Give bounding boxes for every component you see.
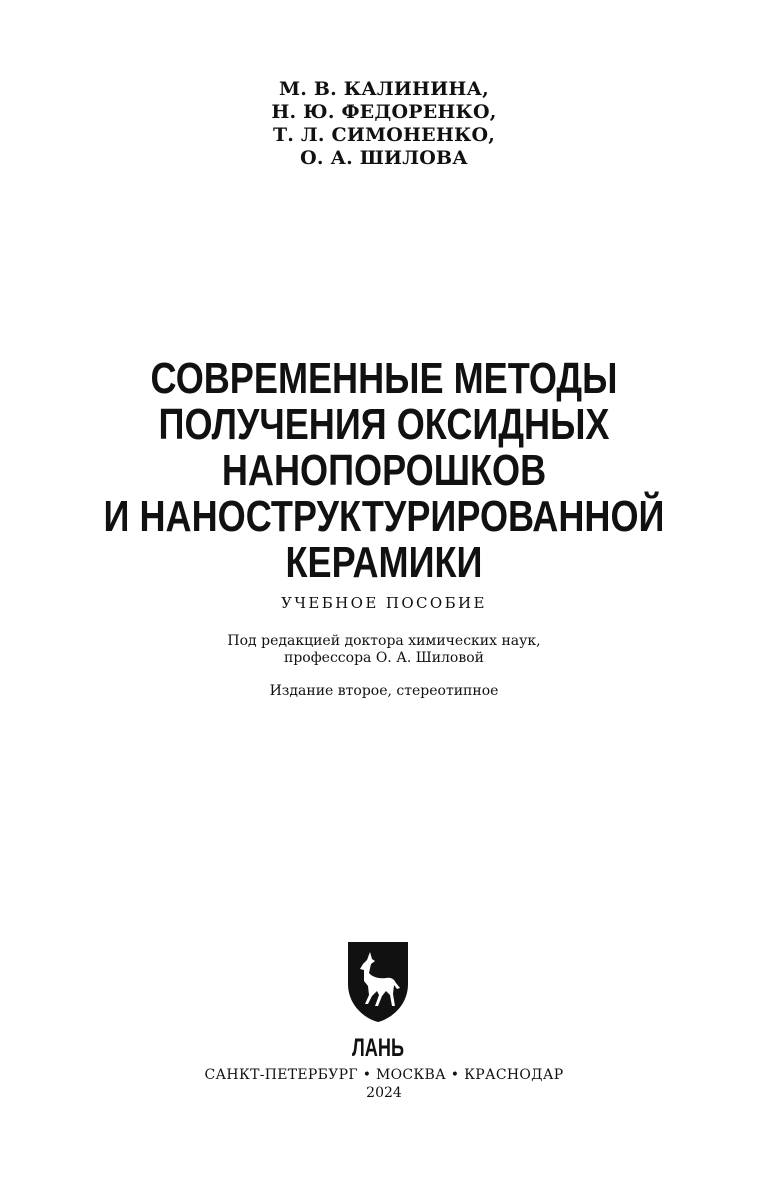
- author-name: О. А. ШИЛОВА: [300, 147, 468, 169]
- book-title-line: КЕРАМИКИ: [285, 538, 483, 587]
- lan-logotype: [352, 1034, 404, 1062]
- author-name: Н. Ю. ФЕДОРЕНКО,: [271, 101, 497, 123]
- book-title-line: НАНОПОРОШКОВ: [221, 446, 547, 495]
- book-title-line: И НАНОСТРУКТУРИРОВАННОЙ: [103, 492, 665, 541]
- edition-note: Издание второе, стереотипное: [269, 683, 499, 699]
- author-name: Т. Л. СИМОНЕНКО,: [272, 124, 496, 146]
- editor-note-line: Под редакцией доктора химических наук,: [227, 633, 541, 649]
- doe-emblem-icon: [348, 942, 408, 1022]
- publication-year: 2024: [366, 1085, 402, 1101]
- editor-note-line: профессора О. А. Шиловой: [284, 650, 484, 666]
- publisher-logo: [346, 940, 410, 1064]
- author-list: [0, 78, 768, 170]
- publisher-cities: САНКТ-ПЕТЕРБУРГ • МОСКВА • КРАСНОДАР: [204, 1067, 564, 1083]
- svg-text:ЛАНЬ: ЛАНЬ: [352, 1034, 405, 1062]
- book-type: УЧЕБНОЕ ПОСОБИЕ: [281, 594, 487, 612]
- book-title-line: СОВРЕМЕННЫЕ МЕТОДЫ: [150, 354, 618, 403]
- book-title: [69, 356, 699, 586]
- editor-note: [0, 633, 768, 667]
- book-title-line: ПОЛУЧЕНИЯ ОКСИДНЫХ: [158, 400, 610, 449]
- author-name: М. В. КАЛИНИНА,: [278, 78, 489, 100]
